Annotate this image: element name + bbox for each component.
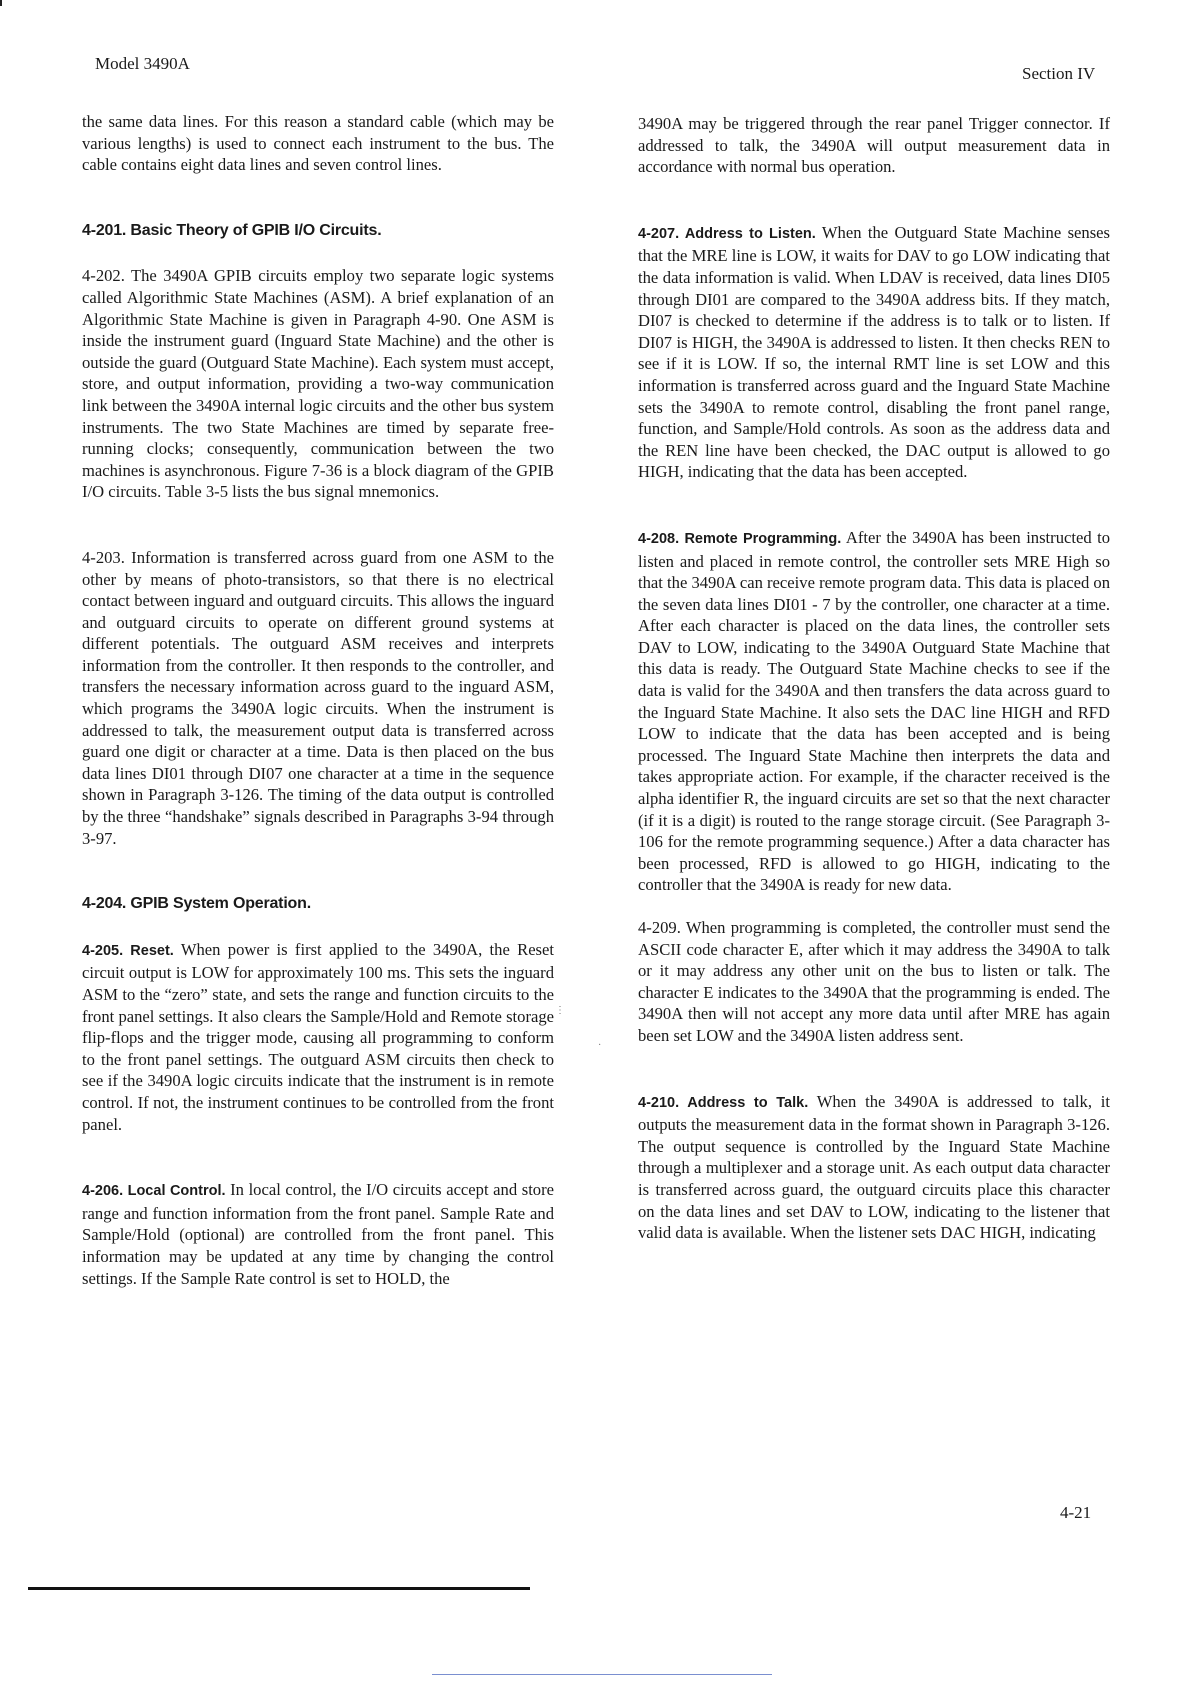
lead-address-to-listen: 4-207. Address to Listen. — [638, 225, 816, 242]
body-reset: When power is first applied to the 3490A, the Reset circuit output is LOW for approximately 100 ms. This sets the inguard ASM to the “zero” state, and sets the range and function circuits to the front panel settings. It also clears the Sample/Hold and Remote storage flip-flops and the trigger mode, causing all programming to conform to the front panel settings. The outguard ASM circuits then check to see if the 3490A logic circuits indicate that the instrument is in remote control. If not, the instrument continues to be controlled from the front panel. — [82, 939, 554, 1134]
paragraph-4-202: 4-202. The 3490A GPIB circuits employ two separate logic systems called Algorithmic State Machines (ASM). A brief explanation of an Algorithmic State Machine is given in Paragraph 4-90. One ASM is inside the instrument guard (Inguard State Machine) and the other is outside the guard (Outguard State Machine). Each system must accept, store, and output information, providing a two-way communication link between the 3490A internal logic circuits and the other bus system instruments. The two State Machines are timed by separate free-running clocks; consequently, communication between the two machines is asynchronous. Figure 7-36 is a block diagram of the GPIB I/O circuits. Table 3-5 lists the bus signal mnemonics. — [82, 266, 554, 502]
scan-edge-mark — [0, 0, 2, 6]
paragraph-4-207 — [638, 222, 1110, 483]
lead-remote-programming: 4-208. Remote Programming. — [638, 530, 842, 547]
body-remote-programming: After the 3490A has been instructed to listen and placed in remote control, the controller sets MRE High so that the 3490A can receive remote program data. This data is placed on the seven data lines DI01 - 7 by the controller, one character at a time. After each character is placed on the data lines, the controller sets DAV to LOW, indicating to the 3490A Outguard State Machine that this data is ready. The Outguard State Machine checks to see if the data is valid for the 3490A and then transfers the data across guard to the Inguard State Machine. It also sets the DAC line HIGH and RFD LOW to indicate that the data has been accepted and is being processed. The Inguard State Machine then interprets the data and takes appropriate action. For example, if the character received is the alpha identifier R, the inguard circuits are set so that the next character (if it is a digit) is routed to the range storage circuit. (See Paragraph 3-106 for the remote programming sequence.) After a data character has been processed, RFD is allowed to go HIGH, indicating to the controller that the 3490A is ready for new data. — [638, 527, 1111, 895]
scan-speck-icon-2: · — [598, 1040, 602, 1051]
paragraph-continued: the same data lines. For this reason a standard cable (which may be various lengths) is used to connect each instrument to the bus. The cable contains eight data lines and seven control lines. — [82, 112, 554, 175]
right-column — [638, 113, 1110, 1265]
heading-system-operation: 4-204. GPIB System Operation. — [82, 895, 311, 913]
left-column — [82, 111, 554, 1310]
paragraph-4-208 — [638, 527, 1110, 896]
paragraph-4-206 — [82, 1179, 554, 1289]
paragraph-4-205 — [82, 939, 554, 1135]
page-number: 4-21 — [1060, 1503, 1092, 1522]
bottom-rule — [28, 1587, 530, 1590]
header-model: Model 3490A — [95, 54, 190, 73]
lead-local-control: 4-206. Local Control. — [82, 1183, 226, 1200]
lead-address-to-talk: 4-210. Address to Talk. — [638, 1094, 809, 1111]
scan-blue-rule — [432, 1674, 772, 1675]
body-address-to-talk: When the 3490A is addressed to talk, it outputs the measurement data in the format shown in Paragraph 3-126. The output sequence is controlled by the Inguard State Machine through a multiplexer and a storage unit. As each output data character is transferred across guard, the outguard circuits place this character on the data lines and set DAV to LOW, indicating to the listener that valid data is available. When the listener sets DAC HIGH, indicating — [638, 1091, 1110, 1243]
body-local-control: In local control, the I/O circuits accept and store range and function information from the front panel. Sample Rate and Sample/Hold (optional) are controlled from the front panel. This information may be updated at any time by changing the control settings. If the Sample Rate control is set to HOLD, the — [82, 1180, 554, 1288]
paragraph-4-210 — [638, 1091, 1110, 1244]
body-address-to-listen: When the Outguard State Machine senses that the MRE line is LOW, it waits for DAV to go LOW indicating that the data information is valid. When LDAV is received, data lines DI05 through DI01 are compared to the 3490A address bits. If they match, DI07 is checked to determine if the address is to talk or to listen. If DI07 is HIGH, the 3490A is addressed to listen. It then checks REN to see if it is LOW. If so, the internal RMT line is set LOW and this information is transferred across guard and the Inguard State Machine sets the 3490A to remote control, disabling the front panel range, function, and Sample/Hold controls. As soon as the address data and the REN line have been checked, the DAC output is allowed to go HIGH, indicating that the data has been accepted. — [638, 222, 1110, 482]
heading-basic-theory: 4-201. Basic Theory of GPIB I/O Circuits. — [82, 221, 382, 239]
paragraph-4-209: 4-209. When programming is completed, the controller must send the ASCII code character E, after which it may address the 3490A to talk or it may address any other unit on the bus to listen or talk. The character E indicates to the 3490A that the programming is ended. The 3490A then will not accept any more data until after MRE has again been set LOW and the 3490A listen address sent. — [638, 918, 1110, 1045]
paragraph-continued-right: 3490A may be triggered through the rear panel Trigger connector. If addressed to talk, the 3490A will output measurement data in accordance with normal bus operation. — [638, 114, 1110, 177]
paragraph-4-203: 4-203. Information is transferred across guard from one ASM to the other by means of photo-transistors, so that there is no electrical contact between inguard and outguard circuits. This allows the inguard and outguard circuits to operate on different ground systems at different potentials. The outguard ASM receives and interprets information from the controller. It then responds to the controller, and transfers the necessary information across guard to the inguard ASM, which programs the 3490A logic circuits. When the instrument is addressed to talk, the measurement output data is transferred across guard one digit or character at a time. Data is then placed on the bus data lines DI01 through DI07 one character at a time in the sequence shown in Paragraph 3-126. The timing of the data output is controlled by the three “handshake” signals described in Paragraphs 3-94 through 3-97. — [82, 547, 554, 848]
header-section: Section IV — [1022, 64, 1096, 83]
lead-reset: 4-205. Reset. — [82, 942, 174, 959]
scan-speck-icon: ⋮ — [555, 1005, 565, 1016]
